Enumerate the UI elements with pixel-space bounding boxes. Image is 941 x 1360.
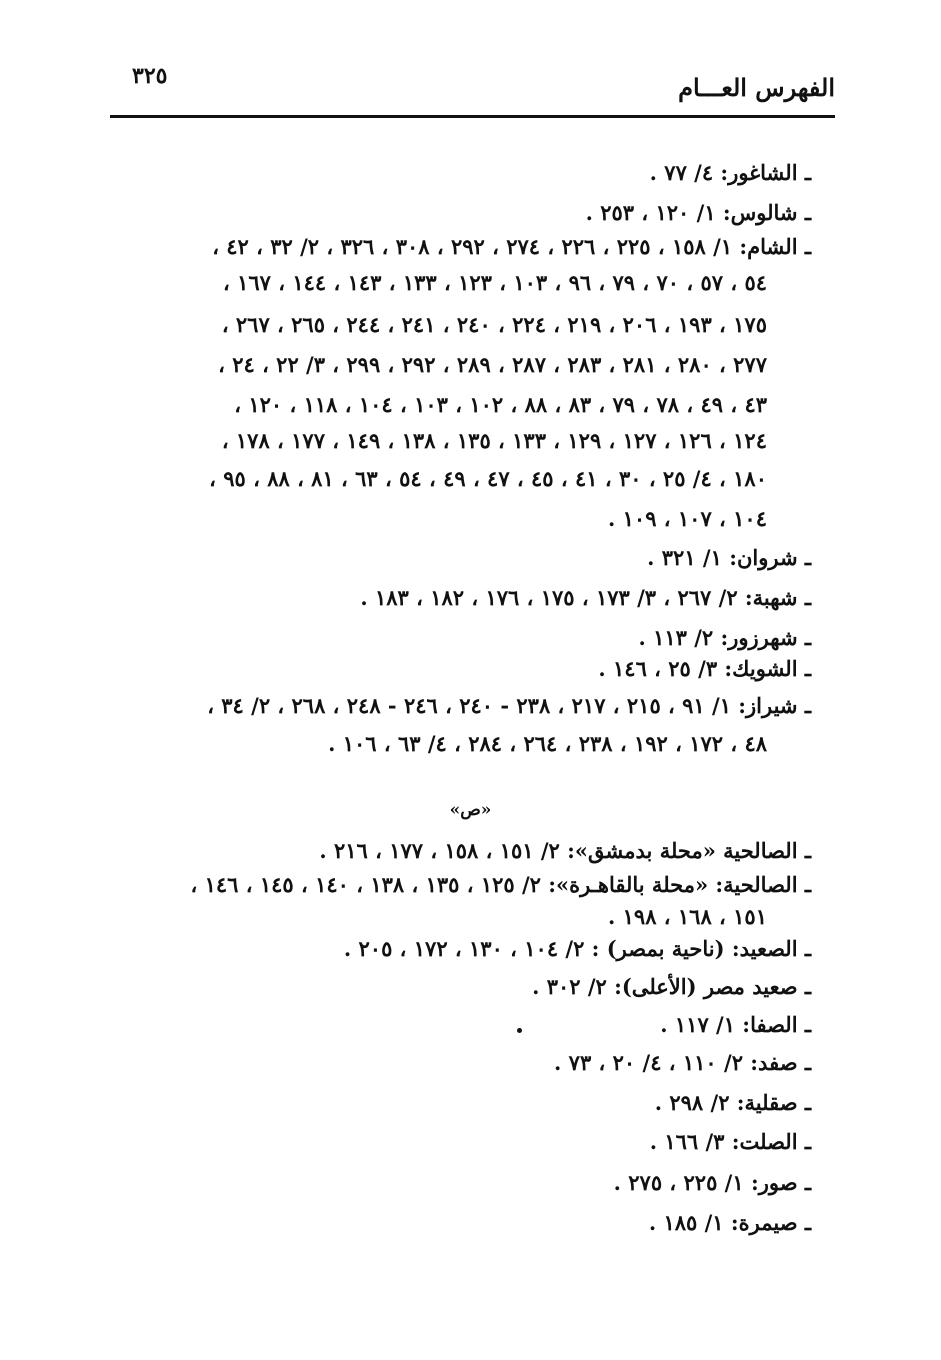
- page-header: [110, 55, 835, 119]
- index-entry: ـ الصعيد: (ناحية بمصر) : ٢/ ١٠٤ ، ١٣٠ ، ١٧٢ ، ٢٠٥ .: [343, 936, 811, 961]
- page-number: ٣٢٥: [132, 63, 168, 89]
- index-entry: ـ الصالحية: «محلة بالقاهـرة»: ٢/ ١٢٥ ، ١٣٥ ، ١٣٨ ، ١٤٠ ، ١٤٥ ، ١٤٦ ،: [190, 872, 811, 897]
- index-entry: ـ شهبة: ٢/ ٢٦٧ ، ٣/ ١٧٣ ، ١٧٥ ، ١٧٦ ، ١٨٢ ، ١٨٣ .: [360, 585, 811, 610]
- header-divider: [110, 115, 835, 118]
- index-entry: ـ صقلية: ٢/ ٢٩٨ .: [654, 1090, 811, 1115]
- index-entry-continuation: ١٥١ ، ١٦٨ ، ١٩٨ .: [608, 904, 767, 929]
- index-entry: ـ صيمرة: ١/ ١٨٥ .: [648, 1210, 811, 1235]
- index-entry-continuation: ٥٤ ، ٥٧ ، ٧٠ ، ٧٩ ، ٩٦ ، ١٠٣ ، ١٢٣ ، ١٣٣ ، ١٤٣ ، ١٤٤ ، ١٦٧ ،: [222, 270, 767, 295]
- index-entry: ـ شيراز: ١/ ٩١ ، ٢١٥ ، ٢١٧ ، ٢٣٨ - ٢٤٠ ، ٢٤٦ - ٢٤٨ ، ٢٦٨ ، ٢/ ٣٤ ،: [207, 693, 811, 718]
- index-entry-continuation: ١٢٤ ، ١٢٦ ، ١٢٧ ، ١٢٩ ، ١٣٣ ، ١٣٥ ، ١٣٨ ، ١٤٩ ، ١٧٧ ، ١٧٨ ،: [221, 428, 767, 453]
- index-entry: ـ صعيد مصر (الأعلى): ٢/ ٣٠٢ .: [532, 974, 811, 999]
- index-entry: ـ الصلت: ٣/ ١٦٦ .: [649, 1129, 811, 1154]
- section-letter-heading: «ص»: [449, 800, 492, 820]
- index-entry-continuation: ١٨٠ ، ٤/ ٢٥ ، ٣٠ ، ٤١ ، ٤٥ ، ٤٧ ، ٤٩ ، ٥٤ ، ٦٣ ، ٨١ ، ٨٨ ، ٩٥ ،: [209, 466, 767, 491]
- index-entry: ـ شهرزور: ٢/ ١١٣ .: [638, 625, 811, 650]
- index-entry: ـ الشام: ١/ ١٥٨ ، ٢٢٥ ، ٢٢٦ ، ٢٧٤ ، ٢٩٢ ، ٣٠٨ ، ٣٢٦ ، ٢/ ٣٢ ، ٤٢ ،: [212, 234, 811, 259]
- index-entry-continuation: ٤٨ ، ١٧٢ ، ١٩٢ ، ٢٣٨ ، ٢٦٤ ، ٢٨٤ ، ٤/ ٦٣ ، ١٠٦ .: [328, 731, 767, 756]
- index-entry: ـ الصالحية «محلة بدمشق»: ٢/ ١٥١ ، ١٥٨ ، ١٧٧ ، ٢١٦ .: [319, 838, 811, 863]
- ink-speck: [517, 1028, 522, 1033]
- index-entry: ـ صفد: ٢/ ١١٠ ، ٤/ ٢٠ ، ٧٣ .: [554, 1050, 811, 1075]
- index-entry: ـ الشاغور: ٤/ ٧٧ .: [649, 160, 811, 185]
- index-entry-continuation: ١٠٤ ، ١٠٧ ، ١٠٩ .: [608, 506, 767, 531]
- index-entry: ـ شالوس: ١/ ١٢٠ ، ٢٥٣ .: [585, 200, 811, 225]
- index-entry: ـ شروان: ١/ ٣٢١ .: [647, 545, 811, 570]
- index-entry: ـ صور: ١/ ٢٢٥ ، ٢٧٥ .: [613, 1170, 811, 1195]
- page-title: الفهرس العـــام: [678, 73, 835, 102]
- index-entry: ـ الشويك: ٣/ ٢٥ ، ١٤٦ .: [598, 656, 811, 681]
- index-entry: ـ الصفا: ١/ ١١٧ .: [660, 1012, 811, 1037]
- index-entry-continuation: ١٧٥ ، ١٩٣ ، ٢٠٦ ، ٢١٩ ، ٢٢٤ ، ٢٤٠ ، ٢٤١ ، ٢٤٤ ، ٢٦٥ ، ٢٦٧ ،: [221, 312, 767, 337]
- index-entry-continuation: ٤٣ ، ٤٩ ، ٧٨ ، ٧٩ ، ٨٣ ، ٨٨ ، ١٠٢ ، ١٠٣ ، ١٠٤ ، ١١٨ ، ١٢٠ ،: [234, 392, 767, 417]
- index-entry-continuation: ٢٧٧ ، ٢٨٠ ، ٢٨١ ، ٢٨٣ ، ٢٨٧ ، ٢٨٩ ، ٢٩٢ ، ٢٩٩ ، ٣/ ٢٢ ، ٢٤ ،: [218, 352, 767, 377]
